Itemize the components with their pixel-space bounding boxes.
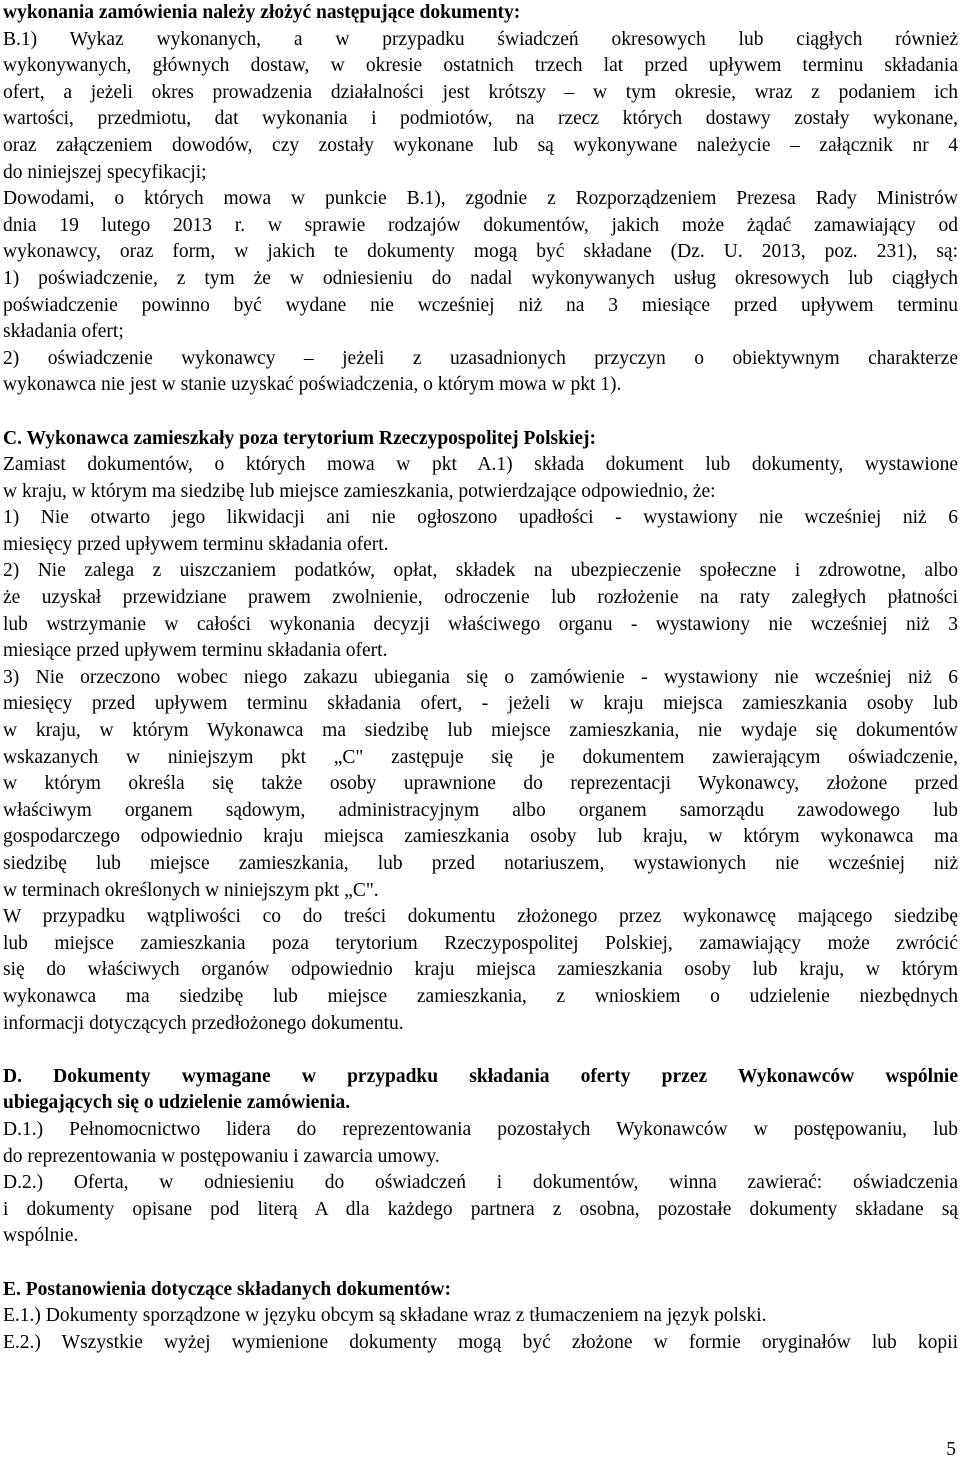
section-heading-line: C. Wykonawca zamieszkały poza terytorium Rzeczypospolitej Polskiej: — [3, 427, 597, 449]
text-line: oraz załączeniem dowodów, czy zostały wykonane lub są wykonywane należycie – załącznik nr 4 — [3, 134, 958, 156]
text-line: wykonawcy, oraz form, w jakich te dokumenty mogą być składane (Dz. U. 2013, poz. 231), są: — [3, 241, 958, 263]
text-line: miesięcy przed upływem terminu składania ofert. — [3, 533, 389, 555]
text-line: się do właściwych organów odpowiednio kraju miejsca zamieszkania osoby lub kraju, w którym — [3, 959, 958, 981]
section-heading-line: ubiegających się o udzielenie zamówienia. — [3, 1092, 351, 1114]
text-line: D.1.) Pełnomocnictwo lidera do reprezentowania pozostałych Wykonawców w postępowaniu, lub — [3, 1118, 958, 1140]
text-line: miesiące przed upływem terminu składania ofert. — [3, 640, 388, 662]
text-line: 2) oświadczenie wykonawcy – jeżeli z uzasadnionych przyczyn o obiektywnym charakterze — [3, 347, 958, 369]
text-line: do niniejszej specyfikacji; — [3, 161, 207, 183]
text-line: lub miejsce zamieszkania poza terytorium Rzeczypospolitej Polskiej, zamawiający może zwrócić — [3, 932, 958, 954]
paragraph-gap — [3, 1037, 958, 1064]
text-line: Zamiast dokumentów, o których mowa w pkt A.1) składa dokument lub dokumenty, wystawione — [3, 454, 958, 476]
paragraph-gap — [3, 399, 958, 426]
text-line: wykonawca nie jest w stanie uzyskać poświadczenia, o którym mowa w pkt 1). — [3, 374, 622, 396]
text-line: siedzibę lub miejsce zamieszkania, lub przed notariuszem, wystawionych nie wcześniej niż — [3, 853, 958, 874]
text-line: gospodarczego odpowiednio kraju miejsca zamieszkania osoby lub kraju, w którym wykonawca ma — [3, 826, 958, 848]
section-heading-line: wykonania zamówienia należy złożyć następujące dokumenty: — [3, 2, 521, 23]
text-line: informacji dotyczących przedłożonego dokumentu. — [3, 1012, 404, 1034]
text-line: składania ofert; — [3, 321, 124, 343]
text-line: i dokumenty opisane pod literą A dla każdego partnera z osobna, pozostałe dokumenty składane są — [3, 1198, 958, 1220]
text-line: wykonywanych, głównych dostaw, w okresie ostatnich trzech lat przed upływem terminu składania — [3, 55, 958, 77]
text-line: ofert, a jeżeli okres prowadzenia działalności jest krótszy – w tym okresie, wraz z podaniem ich — [3, 81, 958, 103]
section-heading-line: E. Postanowienia dotyczące składanych dokumentów: — [3, 1278, 451, 1300]
page-number: 5 — [946, 1439, 956, 1460]
text-line: E.2.) Wszystkie wyżej wymienione dokumenty mogą być złożone w formie oryginałów lub kopii — [3, 1331, 958, 1353]
text-line: miesięcy przed upływem terminu składania ofert, - jeżeli w kraju miejsca zamieszkania osoby lub — [3, 693, 958, 715]
text-line: wykonawca ma siedzibę lub miejsce zamieszkania, z wnioskiem o udzielenie niezbędnych — [3, 985, 958, 1007]
text-line: W przypadku wątpliwości co do treści dokumentu złożonego przez wykonawcę mającego siedzibę — [3, 906, 958, 928]
text-line: dnia 19 lutego 2013 r. w sprawie rodzajów dokumentów, jakich może żądać zamawiający od — [3, 214, 958, 236]
text-line: lub wstrzymanie w całości wykonania decyzji właściwego organu - wystawiony nie wcześniej niż 3 — [3, 613, 958, 635]
text-line: do reprezentowania w postępowaniu i zawarcia umowy. — [3, 1145, 440, 1167]
text-line: wspólnie. — [3, 1225, 79, 1247]
paragraph-gap — [3, 1250, 958, 1277]
text-line: właściwym organem sądowym, administracyjnym albo organem samorządu zawodowego lub — [3, 799, 958, 821]
text-line: w kraju, w którym ma siedzibę lub miejsce zamieszkania, potwierdzające odpowiednio, że: — [3, 480, 716, 502]
text-line: E.1.) Dokumenty sporządzone w języku obcym są składane wraz z tłumaczeniem na język polski. — [3, 1305, 767, 1327]
document-page — [3, 0, 958, 1356]
text-line: 1) poświadczenie, z tym że w odniesieniu do nadal wykonywanych usług okresowych lub ciągłych — [3, 267, 958, 289]
text-line: Dowodami, o których mowa w punkcie B.1), zgodnie z Rozporządzeniem Prezesa Rady Ministrów — [3, 188, 958, 210]
text-line: 1) Nie otwarto jego likwidacji ani nie ogłoszono upadłości - wystawiony nie wcześniej niż 6 — [3, 507, 958, 529]
text-line: w którym określa się także osoby uprawnione do reprezentacji Wykonawcy, złożone przed — [3, 773, 958, 795]
text-line: B.1) Wykaz wykonanych, a w przypadku świadczeń okresowych lub ciągłych również — [3, 28, 958, 50]
text-line: w kraju, w którym Wykonawca ma siedzibę lub miejsce zamieszkania, nie wydaje się dokumentów — [3, 720, 958, 742]
text-line: wskazanych w niniejszym pkt „C" zastępuje się je dokumentem zawierającym oświadczenie, — [3, 746, 958, 768]
text-line: D.2.) Oferta, w odniesieniu do oświadczeń i dokumentów, winna zawierać: oświadczenia — [3, 1172, 958, 1194]
text-line: w terminach określonych w niniejszym pkt „C". — [3, 879, 379, 901]
text-line: 2) Nie zalega z uiszczaniem podatków, opłat, składek na ubezpieczenie społeczne i zdrowotne, albo — [3, 560, 958, 582]
section-heading-line: D. Dokumenty wymagane w przypadku składania oferty przez Wykonawców wspólnie — [3, 1065, 958, 1087]
text-line: 3) Nie orzeczono wobec niego zakazu ubiegania się o zamówienie - wystawiony nie wcześniej niż 6 — [3, 666, 958, 688]
text-line: że uzyskał przewidziane prawem zwolnienie, odroczenie lub rozłożenie na raty zaległych płatności — [3, 587, 958, 609]
text-line: poświadczenie powinno być wydane nie wcześniej niż na 3 miesiące przed upływem terminu — [3, 294, 958, 316]
text-line: wartości, przedmiotu, dat wykonania i podmiotów, na rzecz których dostawy zostały wykonane, — [3, 108, 958, 130]
